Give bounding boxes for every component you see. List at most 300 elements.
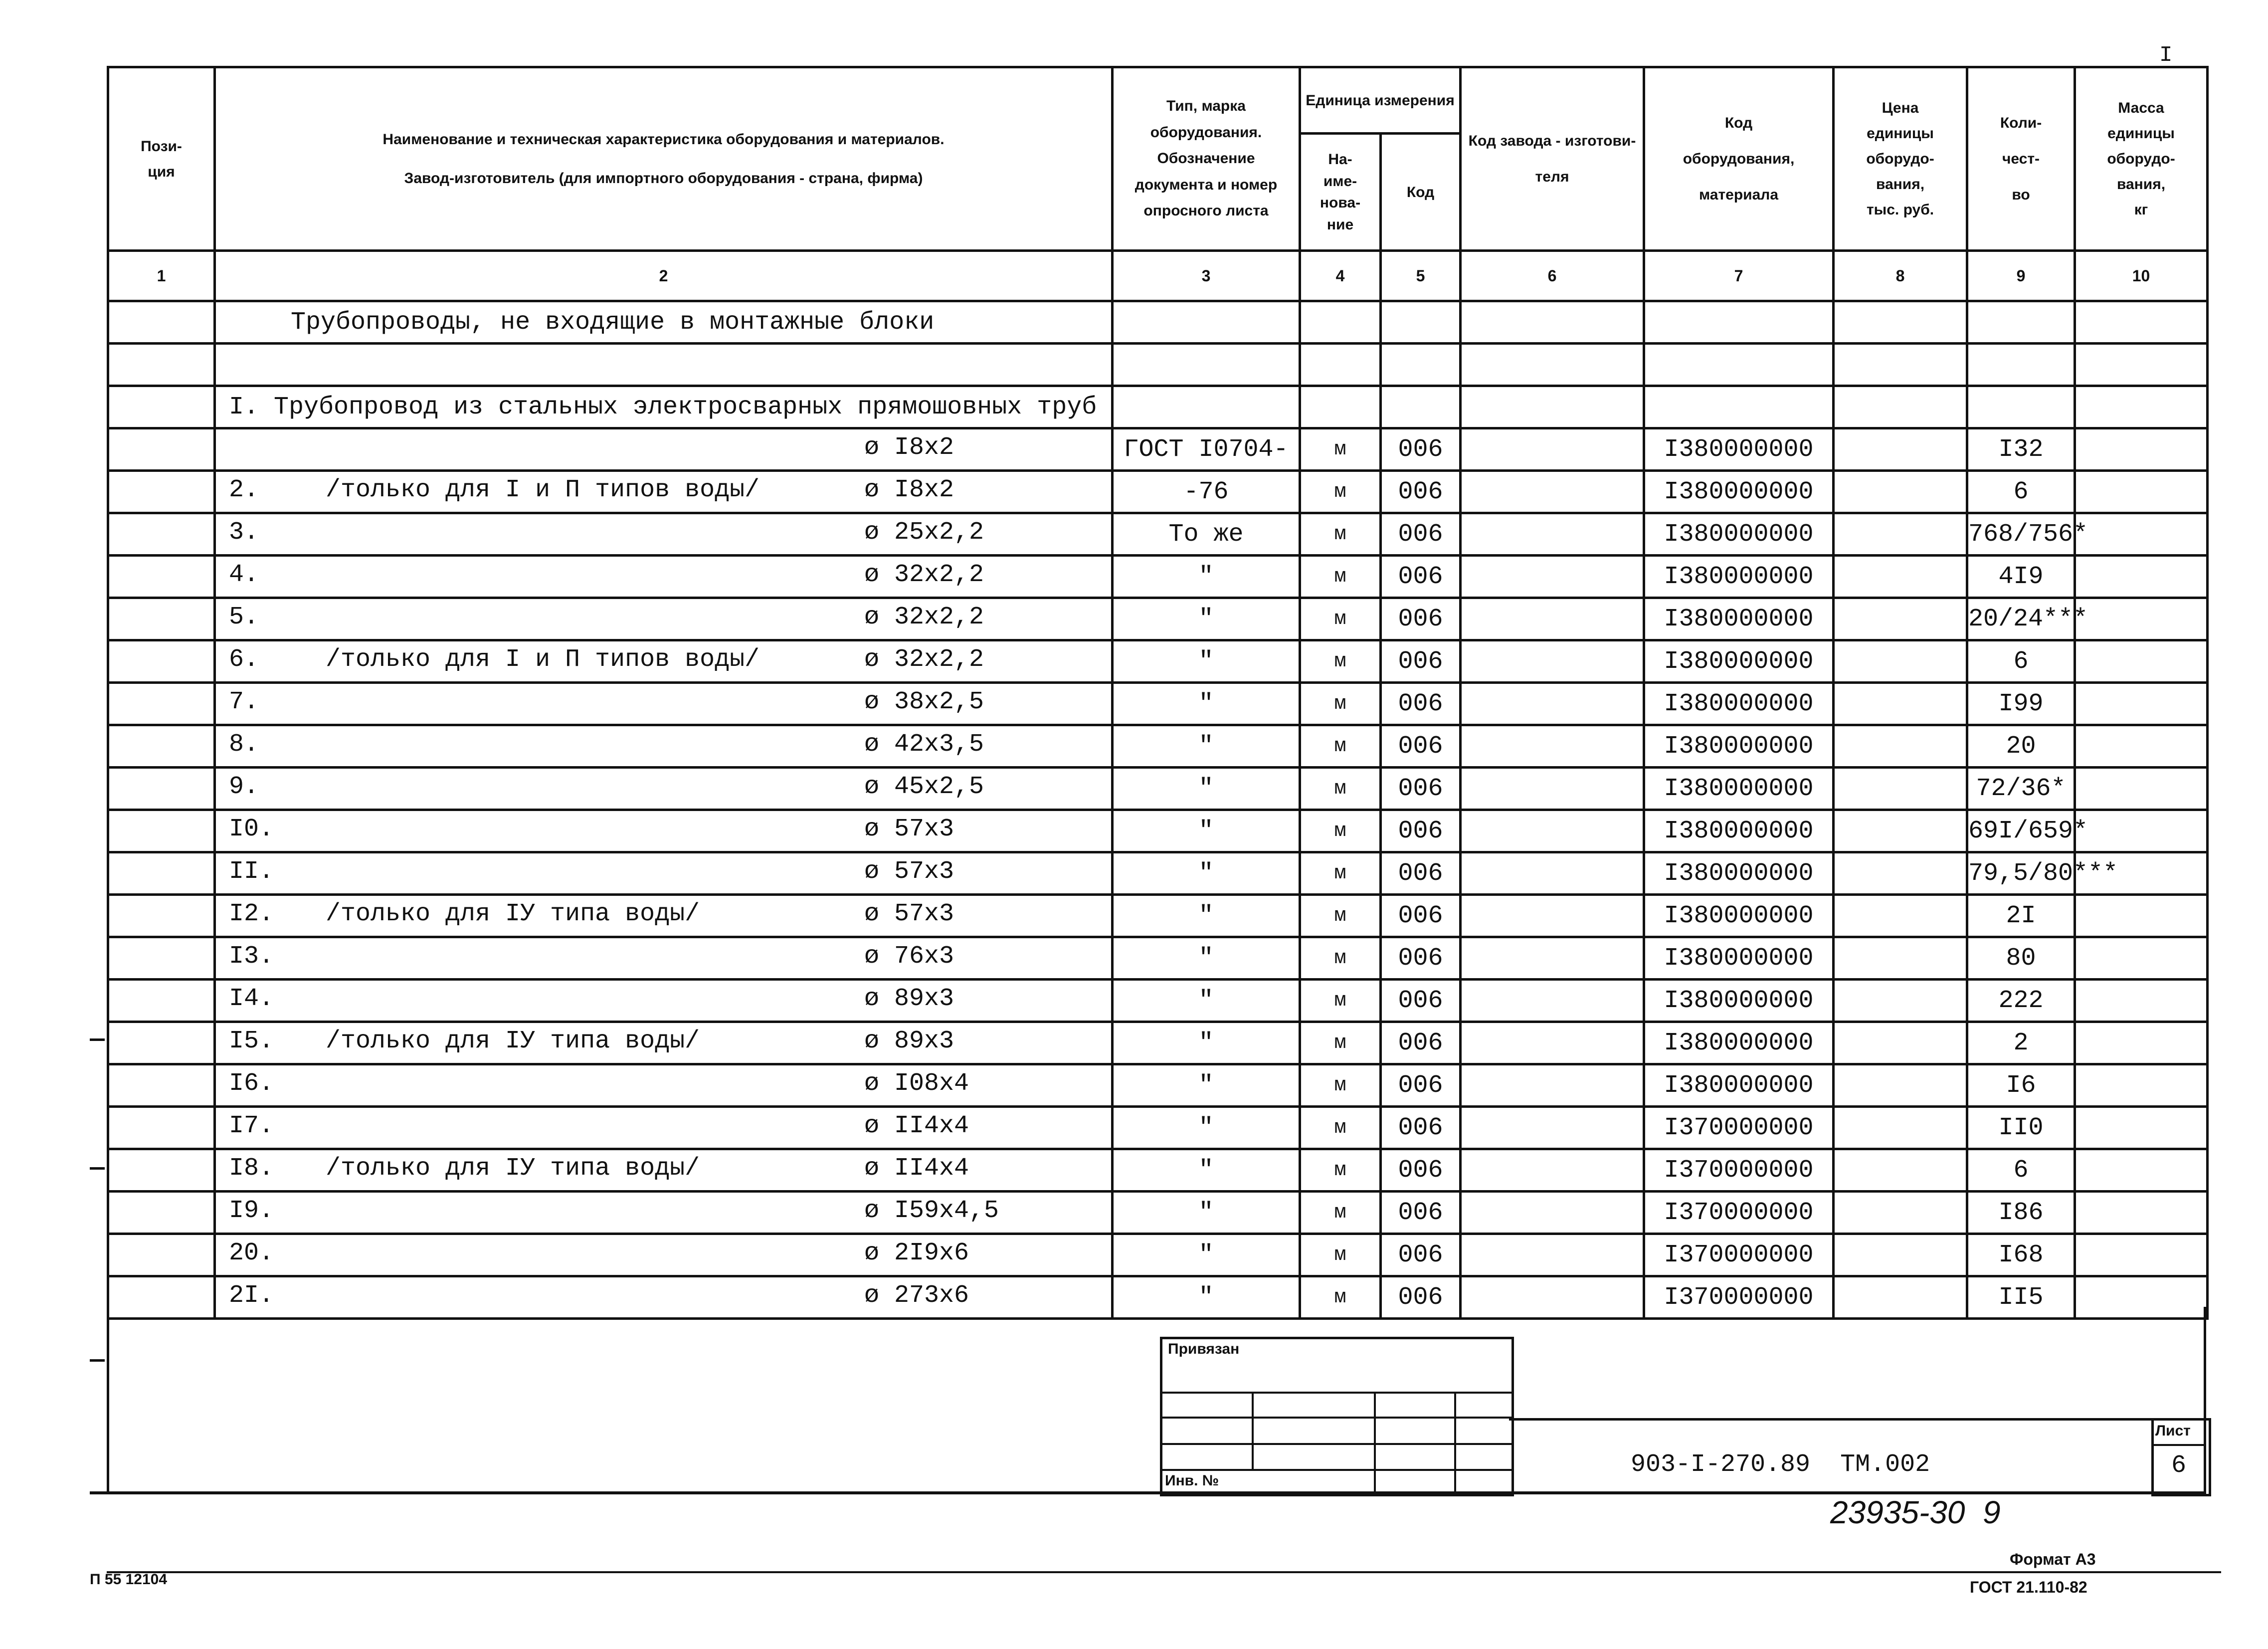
row-unit: м	[1300, 895, 1381, 937]
row-position	[108, 640, 215, 683]
row-type: "	[1113, 1192, 1300, 1234]
row-factory	[1461, 1107, 1644, 1149]
row-price	[1834, 1022, 1967, 1064]
row-unit: м	[1300, 683, 1381, 725]
table-row	[108, 1276, 2208, 1319]
row-name	[215, 1064, 1113, 1107]
stamp-vline	[1454, 1392, 1456, 1491]
archive-number: 23935-30 9	[1830, 1494, 2001, 1530]
row-size: ø 2I9x6	[864, 1239, 969, 1267]
row-price	[1834, 980, 1967, 1022]
row-size: ø 25x2,2	[864, 518, 984, 547]
row-mass	[2075, 556, 2208, 598]
row-unit: м	[1300, 768, 1381, 810]
row-price	[1834, 895, 1967, 937]
stamp-hline	[1160, 1392, 1512, 1394]
row-unit-code: 006	[1381, 810, 1461, 852]
table-row	[108, 810, 2208, 852]
row-name	[215, 980, 1113, 1022]
row-type: "	[1113, 1064, 1300, 1107]
row-mass	[2075, 640, 2208, 683]
row-price	[1834, 598, 1967, 640]
row-unit: м	[1300, 1276, 1381, 1319]
row-name	[215, 1107, 1113, 1149]
row-unit-code: 006	[1381, 1149, 1461, 1192]
header-unit-code: Код	[1381, 134, 1461, 251]
row-size: ø I59x4,5	[864, 1197, 999, 1225]
margin-tick	[90, 1359, 105, 1362]
row-unit: м	[1300, 640, 1381, 683]
row-unit-code: 006	[1381, 1107, 1461, 1149]
col-number: 2	[215, 251, 1113, 301]
row-quantity: 20	[1967, 725, 2075, 768]
stamp-inv-no-label: Инв. №	[1165, 1472, 1219, 1489]
row-name	[215, 810, 1113, 852]
row-type: ГОСТ I0704-	[1113, 428, 1300, 471]
row-position	[108, 1149, 215, 1192]
table-row	[108, 980, 2208, 1022]
row-mass	[2075, 937, 2208, 980]
table-row	[108, 1107, 2208, 1149]
table-row	[108, 1149, 2208, 1192]
row-number: II.	[229, 857, 274, 886]
column-numbers-row	[108, 251, 2208, 301]
row-position	[108, 471, 215, 513]
row-code: I380000000	[1644, 1064, 1834, 1107]
row-type: "	[1113, 852, 1300, 895]
row-unit: м	[1300, 1107, 1381, 1149]
header-mass: Масса единицы оборудо- вания, кг	[2075, 67, 2208, 251]
header-price: Цена единицы оборудо- вания, тыс. руб.	[1834, 67, 1967, 251]
row-size: ø 57x3	[864, 857, 954, 886]
row-code: I380000000	[1644, 640, 1834, 683]
row-name	[215, 1149, 1113, 1192]
row-mass	[2075, 471, 2208, 513]
row-number: I8.	[229, 1154, 274, 1183]
row-code: I380000000	[1644, 471, 1834, 513]
table-row	[108, 1234, 2208, 1276]
col-number: 8	[1834, 251, 1967, 301]
frame-left-line	[107, 1307, 109, 1494]
row-size: ø 32x2,2	[864, 603, 984, 631]
header-type: Тип, марка оборудования. Обозначение документа и номер опросного листа	[1113, 67, 1300, 251]
row-position	[108, 895, 215, 937]
row-number: 2I.	[229, 1281, 274, 1310]
row-factory	[1461, 852, 1644, 895]
row-price	[1834, 471, 1967, 513]
table-row	[108, 640, 2208, 683]
row-unit: м	[1300, 1192, 1381, 1234]
row-type: "	[1113, 556, 1300, 598]
row-name	[215, 428, 1113, 471]
row-type: "	[1113, 1149, 1300, 1192]
row-type: "	[1113, 768, 1300, 810]
row-code: I380000000	[1644, 513, 1834, 556]
row-quantity: 2I	[1967, 895, 2075, 937]
row-number: 5.	[229, 603, 259, 631]
sheet-label: Лист	[2155, 1423, 2191, 1439]
row-type: "	[1113, 725, 1300, 768]
header-factory: Код завода - изготови- теля	[1461, 67, 1644, 251]
row-mass	[2075, 1234, 2208, 1276]
row-price	[1834, 1149, 1967, 1192]
row-price	[1834, 810, 1967, 852]
header-unit: Единица измерения	[1300, 67, 1461, 134]
row-name	[215, 556, 1113, 598]
row-unit-code: 006	[1381, 768, 1461, 810]
row-number: I3.	[229, 942, 274, 971]
row-position	[108, 1234, 215, 1276]
row-factory	[1461, 725, 1644, 768]
row-price	[1834, 1276, 1967, 1319]
row-quantity: 768/756*	[1967, 513, 2075, 556]
row-factory	[1461, 768, 1644, 810]
row-unit: м	[1300, 1149, 1381, 1192]
row-unit-code: 006	[1381, 1022, 1461, 1064]
col-number: 10	[2075, 251, 2208, 301]
row-code: I380000000	[1644, 1022, 1834, 1064]
row-quantity: 6	[1967, 640, 2075, 683]
row-type: "	[1113, 1276, 1300, 1319]
row-name	[215, 598, 1113, 640]
row-number: 7.	[229, 688, 259, 716]
row-unit-code: 006	[1381, 513, 1461, 556]
stamp-vline	[1374, 1392, 1376, 1491]
row-name	[215, 471, 1113, 513]
row-size: ø 76x3	[864, 942, 954, 971]
row-name	[215, 1192, 1113, 1234]
row-name	[215, 1276, 1113, 1319]
row-mass	[2075, 810, 2208, 852]
row-mass	[2075, 1107, 2208, 1149]
row-name	[215, 937, 1113, 980]
table-row	[108, 725, 2208, 768]
row-quantity: 80	[1967, 937, 2075, 980]
row-factory	[1461, 683, 1644, 725]
row-factory	[1461, 980, 1644, 1022]
sheet-number-divider	[2151, 1444, 2206, 1446]
row-unit-code: 006	[1381, 640, 1461, 683]
row-mass	[2075, 1022, 2208, 1064]
row-number: 6.	[229, 645, 259, 674]
row-code: I370000000	[1644, 1276, 1834, 1319]
header-unit-name: На- име- нова- ние	[1300, 134, 1381, 251]
row-position	[108, 768, 215, 810]
header-code: Код оборудования, материала	[1644, 67, 1834, 251]
stamp-hline	[1160, 1417, 1512, 1419]
row-note: /только для I и П типов воды/	[326, 645, 760, 674]
row-type: "	[1113, 810, 1300, 852]
row-code: I380000000	[1644, 810, 1834, 852]
row-unit: м	[1300, 598, 1381, 640]
row-mass	[2075, 980, 2208, 1022]
row-code: I380000000	[1644, 556, 1834, 598]
row-position	[108, 1064, 215, 1107]
row-position	[108, 937, 215, 980]
row-size: ø I08x4	[864, 1069, 969, 1098]
table-row	[108, 556, 2208, 598]
row-size: ø I8x2	[864, 433, 954, 462]
row-number: I5.	[229, 1027, 274, 1055]
row-number: I7.	[229, 1112, 274, 1140]
table-row	[108, 937, 2208, 980]
table-row	[108, 895, 2208, 937]
row-price	[1834, 725, 1967, 768]
row-unit-code: 006	[1381, 937, 1461, 980]
frame-margin-line	[90, 1491, 110, 1494]
row-price	[1834, 1192, 1967, 1234]
row-unit: м	[1300, 852, 1381, 895]
row-mass	[2075, 895, 2208, 937]
row-position	[108, 598, 215, 640]
row-unit: м	[1300, 1022, 1381, 1064]
row-price	[1834, 1234, 1967, 1276]
row-number: I0.	[229, 815, 274, 843]
row-unit-code: 006	[1381, 428, 1461, 471]
row-position	[108, 428, 215, 471]
row-quantity: 72/36*	[1967, 768, 2075, 810]
row-unit-code: 006	[1381, 1234, 1461, 1276]
row-number: 2.	[229, 476, 259, 504]
col-number: 3	[1113, 251, 1300, 301]
row-name	[215, 513, 1113, 556]
stamp-hline	[1160, 1469, 1512, 1471]
row-size: ø 57x3	[864, 900, 954, 928]
row-name	[215, 683, 1113, 725]
row-mass	[2075, 1276, 2208, 1319]
row-mass	[2075, 725, 2208, 768]
row-mass	[2075, 513, 2208, 556]
row-factory	[1461, 1234, 1644, 1276]
row-size: ø 89x3	[864, 985, 954, 1013]
row-type: "	[1113, 598, 1300, 640]
col-number: 5	[1381, 251, 1461, 301]
row-factory	[1461, 937, 1644, 980]
row-name	[215, 852, 1113, 895]
row-factory	[1461, 428, 1644, 471]
row-quantity: 222	[1967, 980, 2075, 1022]
row-quantity: I6	[1967, 1064, 2075, 1107]
stamp-privyazan-label: Привязан	[1168, 1341, 1240, 1357]
row-unit-code: 006	[1381, 725, 1461, 768]
row-quantity: 4I9	[1967, 556, 2075, 598]
row-mass	[2075, 1064, 2208, 1107]
row-unit: м	[1300, 513, 1381, 556]
row-position	[108, 1022, 215, 1064]
row-quantity: 79,5/80***	[1967, 852, 2075, 895]
row-size: ø 57x3	[864, 815, 954, 843]
row-number: 4.	[229, 561, 259, 589]
row-code: I370000000	[1644, 1234, 1834, 1276]
row-unit: м	[1300, 1064, 1381, 1107]
row-size: ø 38x2,5	[864, 688, 984, 716]
row-unit: м	[1300, 556, 1381, 598]
row-code: I380000000	[1644, 725, 1834, 768]
header-quantity: Коли- чест- во	[1967, 67, 2075, 251]
row-factory	[1461, 1149, 1644, 1192]
row-code: I380000000	[1644, 683, 1834, 725]
document-code: 903-I-270.89 ТМ.002	[1631, 1450, 1930, 1479]
row-name	[215, 1022, 1113, 1064]
gost-label: ГОСТ 21.110-82	[1970, 1578, 2087, 1596]
blank-row	[108, 344, 2208, 386]
row-unit-code: 006	[1381, 471, 1461, 513]
row-factory	[1461, 1192, 1644, 1234]
row-note: /только для IУ типа воды/	[326, 1027, 700, 1055]
row-unit: м	[1300, 471, 1381, 513]
row-note: /только для IУ типа воды/	[326, 1154, 700, 1183]
table-row	[108, 683, 2208, 725]
table-row	[108, 1064, 2208, 1107]
outer-bottom-line	[107, 1571, 2221, 1573]
row-position	[108, 1107, 215, 1149]
row-unit-code: 006	[1381, 683, 1461, 725]
row-name	[215, 895, 1113, 937]
row-price	[1834, 768, 1967, 810]
row-code: I380000000	[1644, 598, 1834, 640]
row-price	[1834, 428, 1967, 471]
row-position	[108, 980, 215, 1022]
row-number: 9.	[229, 773, 259, 801]
row-price	[1834, 513, 1967, 556]
row-number: I9.	[229, 1197, 274, 1225]
print-number: П 55 12104	[90, 1571, 168, 1588]
row-position	[108, 852, 215, 895]
row-type: То же	[1113, 513, 1300, 556]
margin-tick	[90, 1038, 105, 1041]
row-position	[108, 513, 215, 556]
row-unit-code: 006	[1381, 852, 1461, 895]
stamp-vline	[1252, 1392, 1254, 1469]
table-row	[108, 598, 2208, 640]
row-mass	[2075, 683, 2208, 725]
row-position	[108, 1192, 215, 1234]
row-number: 20.	[229, 1239, 274, 1267]
row-type: "	[1113, 1107, 1300, 1149]
row-quantity: 6	[1967, 1149, 2075, 1192]
margin-tick	[90, 1167, 105, 1170]
row-price	[1834, 852, 1967, 895]
row-quantity: II0	[1967, 1107, 2075, 1149]
row-quantity: II5	[1967, 1276, 2075, 1319]
col-number: 1	[108, 251, 215, 301]
row-price	[1834, 1107, 1967, 1149]
row-factory	[1461, 471, 1644, 513]
row-type: "	[1113, 683, 1300, 725]
table-row	[108, 513, 2208, 556]
row-unit: м	[1300, 810, 1381, 852]
row-unit-code: 006	[1381, 980, 1461, 1022]
row-type: "	[1113, 1022, 1300, 1064]
row-code: I370000000	[1644, 1107, 1834, 1149]
header-position: Пози- ция	[108, 67, 215, 251]
row-unit: м	[1300, 937, 1381, 980]
row-code: I380000000	[1644, 937, 1834, 980]
stamp-hline	[1160, 1443, 1512, 1445]
row-size: ø 89x3	[864, 1027, 954, 1055]
col-number: 6	[1461, 251, 1644, 301]
row-name	[215, 768, 1113, 810]
row-quantity: I68	[1967, 1234, 2075, 1276]
row-price	[1834, 640, 1967, 683]
specification-table	[107, 66, 2209, 1320]
row-unit: м	[1300, 1234, 1381, 1276]
row-mass	[2075, 1192, 2208, 1234]
row-factory	[1461, 513, 1644, 556]
row-name	[215, 1234, 1113, 1276]
row-number: I6.	[229, 1069, 274, 1098]
row-size: ø 45x2,5	[864, 773, 984, 801]
row-type: -76	[1113, 471, 1300, 513]
section-title: Трубопроводы, не входящие в монтажные блоки	[215, 301, 1113, 344]
row-type: "	[1113, 937, 1300, 980]
row-size: ø 42x3,5	[864, 730, 984, 759]
row-factory	[1461, 640, 1644, 683]
row-code: I380000000	[1644, 980, 1834, 1022]
row-unit-code: 006	[1381, 556, 1461, 598]
sheet-mark: I	[2159, 43, 2173, 68]
row-position	[108, 1276, 215, 1319]
table-row	[108, 1022, 2208, 1064]
table-row	[108, 852, 2208, 895]
row-unit: м	[1300, 725, 1381, 768]
row-size: ø 32x2,2	[864, 561, 984, 589]
row-unit-code: 006	[1381, 895, 1461, 937]
table-row	[108, 428, 2208, 471]
row-type: "	[1113, 1234, 1300, 1276]
table-row	[108, 768, 2208, 810]
row-factory	[1461, 598, 1644, 640]
row-size: ø II4x4	[864, 1154, 969, 1183]
header-name: Наименование и техническая характеристика оборудования и материалов. Завод-изготовитель (для импортного оборудования - страна, фирма)	[215, 67, 1113, 251]
row-unit: м	[1300, 980, 1381, 1022]
row-number: I4.	[229, 985, 274, 1013]
sheet-number: 6	[2171, 1451, 2187, 1480]
subsection-title: I. Трубопровод из стальных электросварных прямошовных труб	[215, 386, 1113, 428]
subsection-title-row	[108, 386, 2208, 428]
row-unit-code: 006	[1381, 1064, 1461, 1107]
row-size: ø 32x2,2	[864, 645, 984, 674]
row-factory	[1461, 1276, 1644, 1319]
row-unit: м	[1300, 428, 1381, 471]
row-name	[215, 725, 1113, 768]
row-size: ø 273x6	[864, 1281, 969, 1310]
row-size: ø II4x4	[864, 1112, 969, 1140]
section-title-row	[108, 301, 2208, 344]
row-factory	[1461, 1022, 1644, 1064]
row-unit-code: 006	[1381, 1276, 1461, 1319]
row-quantity: I86	[1967, 1192, 2075, 1234]
row-quantity: 69I/659*	[1967, 810, 2075, 852]
row-code: I380000000	[1644, 852, 1834, 895]
col-number: 7	[1644, 251, 1834, 301]
titleblock-top-line	[1509, 1418, 2206, 1421]
row-position	[108, 556, 215, 598]
row-number: 8.	[229, 730, 259, 759]
row-code: I380000000	[1644, 895, 1834, 937]
col-number: 4	[1300, 251, 1381, 301]
row-unit-code: 006	[1381, 1192, 1461, 1234]
row-mass	[2075, 1149, 2208, 1192]
row-position	[108, 810, 215, 852]
row-number: 3.	[229, 518, 259, 547]
row-quantity: I32	[1967, 428, 2075, 471]
row-note: /только для IУ типа воды/	[326, 900, 700, 928]
row-price	[1834, 556, 1967, 598]
row-factory	[1461, 556, 1644, 598]
row-position	[108, 683, 215, 725]
row-mass	[2075, 598, 2208, 640]
